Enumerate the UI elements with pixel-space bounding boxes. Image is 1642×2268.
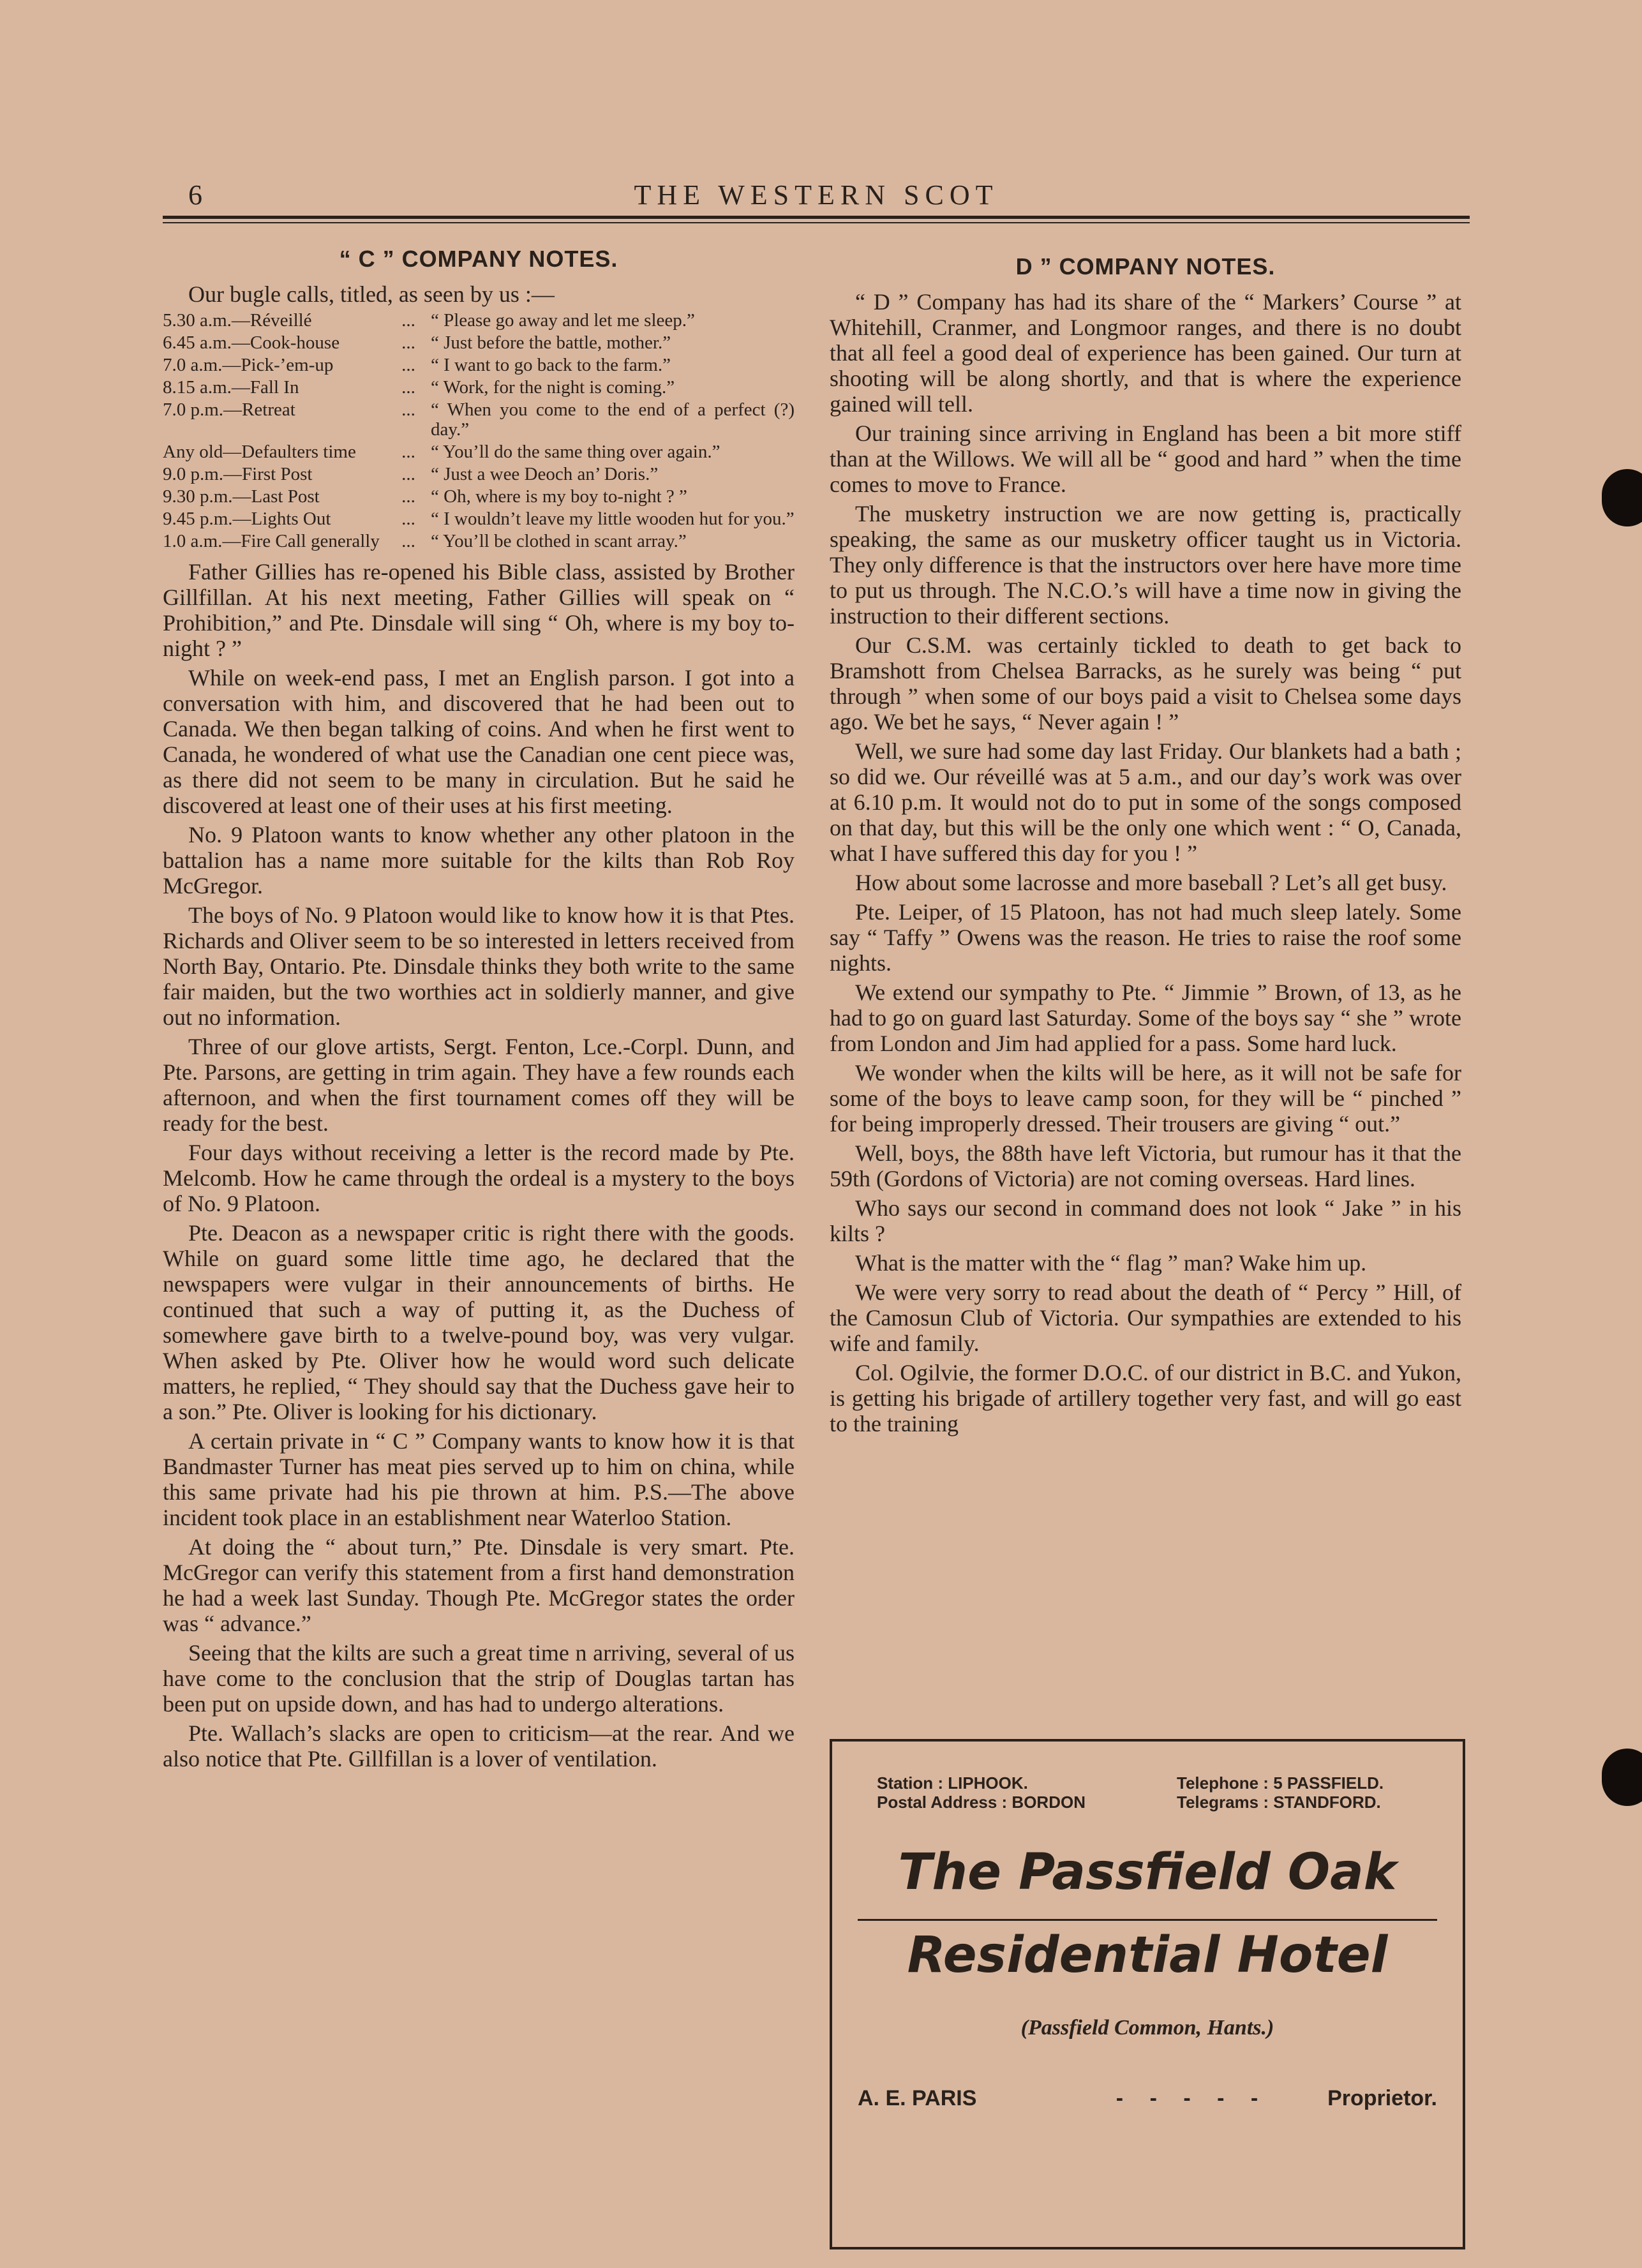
bugle-call-row bbox=[163, 400, 795, 440]
bugle-call-time: Any old—Defaulters time bbox=[163, 442, 356, 462]
bugle-call-quote: “ You’ll do the same thing over again.” bbox=[431, 442, 720, 462]
d-paragraph: We were very sorry to read about the death of “ Percy ” Hill, of the Camosun Club of Victoria. Our sympathies are extended to his wife and family. bbox=[830, 1279, 1461, 1356]
ad-postal-address: Postal Address : BORDON bbox=[877, 1793, 1086, 1812]
d-paragraph: Pte. Leiper, of 15 Platoon, has not had much sleep lately. Some say “ Taffy ” Owens was the reason. He tries to raise the roof some nights. bbox=[830, 899, 1461, 976]
bugle-call-row bbox=[163, 333, 795, 353]
d-company-column bbox=[830, 246, 1461, 1440]
binding-hole bbox=[1602, 1749, 1642, 1806]
header-rule-thick bbox=[163, 216, 1470, 219]
c-paragraph: While on week-end pass, I met an English parson. I got into a conversation with him, and discovered that he had been out to Canada. We then began talking of coins. And when he first went to Canada, he wondered of what use the Canadian one cent piece was, as there did not seem to be many in circulation. But he said he discovered at least one of their uses at his first meeting. bbox=[163, 665, 795, 818]
ad-proprietor-line bbox=[858, 2086, 1437, 2111]
bugle-call-quote: “ I want to go back to the farm.” bbox=[431, 355, 671, 375]
c-paragraph: At doing the “ about turn,” Pte. Dinsdale is very smart. Pte. McGregor can verify this statement from a first hand demonstration he had a week last Sunday. Though Pte. McGregor states the order was “ advance.” bbox=[163, 1534, 795, 1636]
c-paragraph: Four days without receiving a letter is the record made by Pte. Melcomb. How he came through the ordeal is a mystery to the boys of No. 9 Platoon. bbox=[163, 1140, 795, 1216]
d-paragraph: The musketry instruction we are now getting is, practically speaking, the same as our musketry officer taught us in Victoria. They only difference is that the instructors over here have more time to put us through. The N.C.O.’s will have a time now in giving the instruction to their different sections. bbox=[830, 501, 1461, 629]
bugle-call-quote: “ Just a wee Deoch an’ Doris.” bbox=[431, 464, 659, 484]
bugle-call-row bbox=[163, 532, 795, 551]
bugle-call-dots: ... bbox=[401, 332, 415, 353]
d-paragraph: Col. Ogilvie, the former D.O.C. of our district in B.C. and Yukon, is getting his brigade of artillery together very fast, and will go east to the training bbox=[830, 1360, 1461, 1436]
d-paragraph: Well, we sure had some day last Friday. Our blankets had a bath ; so did we. Our réveillé was at 5 a.m., and our day’s work was over at 6.10 p.m. It would not do to put in some of the songs composed on that day, but this will be the only one which went : “ O, Canada, what I have suffered this day for you ! ” bbox=[830, 738, 1461, 866]
c-company-column bbox=[163, 246, 795, 1775]
c-company-intro: Our bugle calls, titled, as seen by us :— bbox=[188, 281, 555, 307]
bugle-call-time: 9.0 p.m.—First Post bbox=[163, 464, 313, 484]
bugle-call-dots: ... bbox=[401, 310, 415, 331]
c-paragraph: A certain private in “ C ” Company wants to know how it is that Bandmaster Turner has meat pies served up to him on china, while this same private had his pie thrown at him. P.S.—The above incident took place in an establishment near Waterloo Station. bbox=[163, 1428, 795, 1530]
ad-telegrams: Telegrams : STANDFORD. bbox=[1177, 1793, 1381, 1812]
d-paragraph: We extend our sympathy to Pte. “ Jimmie ” Brown, of 13, as he had to go on guard last Saturday. Some of the boys say “ she ” wrote from London and Jim had applied for a pass. Some hard luck. bbox=[830, 980, 1461, 1056]
bugle-call-dots: ... bbox=[401, 377, 415, 398]
bugle-call-time: 9.30 p.m.—Last Post bbox=[163, 486, 320, 507]
ad-left-info bbox=[877, 1773, 1086, 1812]
binding-hole bbox=[1602, 469, 1642, 526]
bugle-call-time: 1.0 a.m.—Fire Call generally bbox=[163, 531, 380, 551]
bugle-call-dots: ... bbox=[401, 509, 415, 529]
ad-telephone: Telephone : 5 PASSFIELD. bbox=[1177, 1773, 1384, 1793]
ad-proprietor-role: Proprietor. bbox=[1327, 2086, 1437, 2110]
bugle-call-row bbox=[163, 442, 795, 462]
bugle-call-dots: ... bbox=[401, 531, 415, 551]
ad-dashes: - - - - - bbox=[1116, 2086, 1269, 2110]
bugle-calls-list bbox=[163, 311, 795, 551]
bugle-call-quote: “ You’ll be clothed in scant array.” bbox=[431, 531, 687, 551]
d-paragraph: How about some lacrosse and more baseball ? Let’s all get busy. bbox=[855, 870, 1447, 895]
c-paragraph: Father Gillies has re-opened his Bible class, assisted by Brother Gillfillan. At his next meeting, Father Gillies will speak on “ Prohibition,” and Pte. Dinsdale will sing “ Oh, where is my boy to-night ? ” bbox=[163, 559, 795, 661]
bugle-call-time: 8.15 a.m.—Fall In bbox=[163, 377, 299, 398]
hotel-advertisement bbox=[830, 1739, 1465, 2249]
c-paragraph: Seeing that the kilts are such a great time n arriving, several of us have come to the conclusion that the strip of Douglas tartan has been put on upside down, and has had to undergo alterations. bbox=[163, 1640, 795, 1717]
bugle-call-quote: “ Just before the battle, mother.” bbox=[431, 332, 671, 353]
ad-right-info bbox=[1177, 1773, 1384, 1812]
d-company-heading: D ” COMPANY NOTES. bbox=[1015, 253, 1276, 280]
ad-title-line-2: Residential Hotel bbox=[907, 1927, 1388, 1984]
bugle-call-time: 9.45 p.m.—Lights Out bbox=[163, 509, 331, 529]
d-paragraph: We wonder when the kilts will be here, as it will not be safe for some of the boys to leave camp soon, for they will be “ pinched ” for being improperly dressed. Their trousers are giving “ out.” bbox=[830, 1060, 1461, 1137]
bugle-call-quote: “ When you come to the end of a perfect (?) day.” bbox=[431, 399, 795, 440]
bugle-call-time: 5.30 a.m.—Réveillé bbox=[163, 310, 312, 331]
d-paragraph: Who says our second in command does not look “ Jake ” in his kilts ? bbox=[830, 1195, 1461, 1246]
bugle-call-dots: ... bbox=[401, 464, 415, 484]
bugle-call-row bbox=[163, 311, 795, 331]
bugle-call-row bbox=[163, 509, 795, 529]
d-paragraph: Our C.S.M. was certainly tickled to death to get back to Bramshott from Chelsea Barracks, as he surely was being “ put through ” when some of our boys paid a visit to Chelsea some days ago. We bet he says, “ Never again ! ” bbox=[830, 632, 1461, 735]
ad-divider bbox=[858, 1919, 1437, 1921]
bugle-call-quote: “ Work, for the night is coming.” bbox=[431, 377, 675, 398]
bugle-call-time: 6.45 a.m.—Cook-house bbox=[163, 332, 340, 353]
page-number: 6 bbox=[188, 179, 202, 211]
bugle-call-row bbox=[163, 355, 795, 375]
bugle-call-row bbox=[163, 378, 795, 398]
bugle-call-row bbox=[163, 487, 795, 507]
bugle-call-quote: “ Please go away and let me sleep.” bbox=[431, 310, 695, 331]
d-paragraph: Our training since arriving in England has been a bit more stiff than at the Willows. We will all be “ good and hard ” when the time comes to move to France. bbox=[830, 421, 1461, 497]
c-paragraph: The boys of No. 9 Platoon would like to know how it is that Ptes. Richards and Oliver seem to be so interested in letters received from North Bay, Ontario. Pte. Dinsdale thinks they both write to the same fair maiden, but the two worthies act in soldierly manner, and give out no information. bbox=[163, 902, 795, 1030]
ad-title-line-1: The Passfield Oak bbox=[898, 1844, 1397, 1901]
page-header bbox=[163, 179, 1470, 211]
header-rule-thin bbox=[163, 222, 1470, 223]
bugle-call-dots: ... bbox=[401, 399, 415, 420]
bugle-call-dots: ... bbox=[401, 486, 415, 507]
d-paragraph: What is the matter with the “ flag ” man? Wake him up. bbox=[855, 1250, 1367, 1276]
bugle-call-dots: ... bbox=[401, 355, 415, 375]
bugle-call-time: 7.0 p.m.—Retreat bbox=[163, 399, 295, 420]
c-paragraph: Pte. Deacon as a newspaper critic is right there with the goods. While on guard some little time ago, he declared that the newspapers were vulgar in their announcements of births. He continued that such a way of putting it, as the Duchess of somewhere gave birth to a twelve-pound boy, was very vulgar. When asked by Pte. Oliver how he would word such delicate matters, he replied, “ They should say that the Duchess gave heir to a son.” Pte. Oliver is looking for his dictionary. bbox=[163, 1220, 795, 1424]
d-paragraph: Well, boys, the 88th have left Victoria, but rumour has it that the 59th (Gordons of Victoria) are not coming overseas. Hard lines. bbox=[830, 1140, 1461, 1191]
ad-station: Station : LIPHOOK. bbox=[877, 1773, 1028, 1793]
newspaper-title: THE WESTERN SCOT bbox=[634, 179, 999, 211]
c-company-heading: “ C ” COMPANY NOTES. bbox=[339, 246, 618, 272]
bugle-call-time: 7.0 a.m.—Pick-’em-up bbox=[163, 355, 334, 375]
ad-proprietor-name: A. E. PARIS bbox=[858, 2086, 977, 2110]
ad-location: (Passfield Common, Hants.) bbox=[1020, 2016, 1274, 2040]
bugle-call-quote: “ I wouldn’t leave my little wooden hut for you.” bbox=[431, 509, 795, 529]
bugle-call-row bbox=[163, 465, 795, 484]
bugle-call-dots: ... bbox=[401, 442, 415, 462]
d-paragraph: “ D ” Company has had its share of the “ Markers’ Course ” at Whitehill, Cranmer, and Longmoor ranges, and there is no doubt that all feel a good deal of experience has been gained. Our turn at shooting will be along shortly, and that is where the experience gained will tell. bbox=[830, 289, 1461, 417]
c-paragraph: No. 9 Platoon wants to know whether any other platoon in the battalion has a name more suitable for the kilts than Rob Roy McGregor. bbox=[163, 822, 795, 899]
c-paragraph: Three of our glove artists, Sergt. Fenton, Lce.-Corpl. Dunn, and Pte. Parsons, are getting in trim again. They have a few rounds each afternoon, and when the first tournament comes off they will be ready for the best. bbox=[163, 1034, 795, 1136]
bugle-call-quote: “ Oh, where is my boy to-night ? ” bbox=[431, 486, 687, 507]
c-paragraph: Pte. Wallach’s slacks are open to criticism—at the rear. And we also notice that Pte. Gillfillan is a lover of ventilation. bbox=[163, 1720, 795, 1772]
